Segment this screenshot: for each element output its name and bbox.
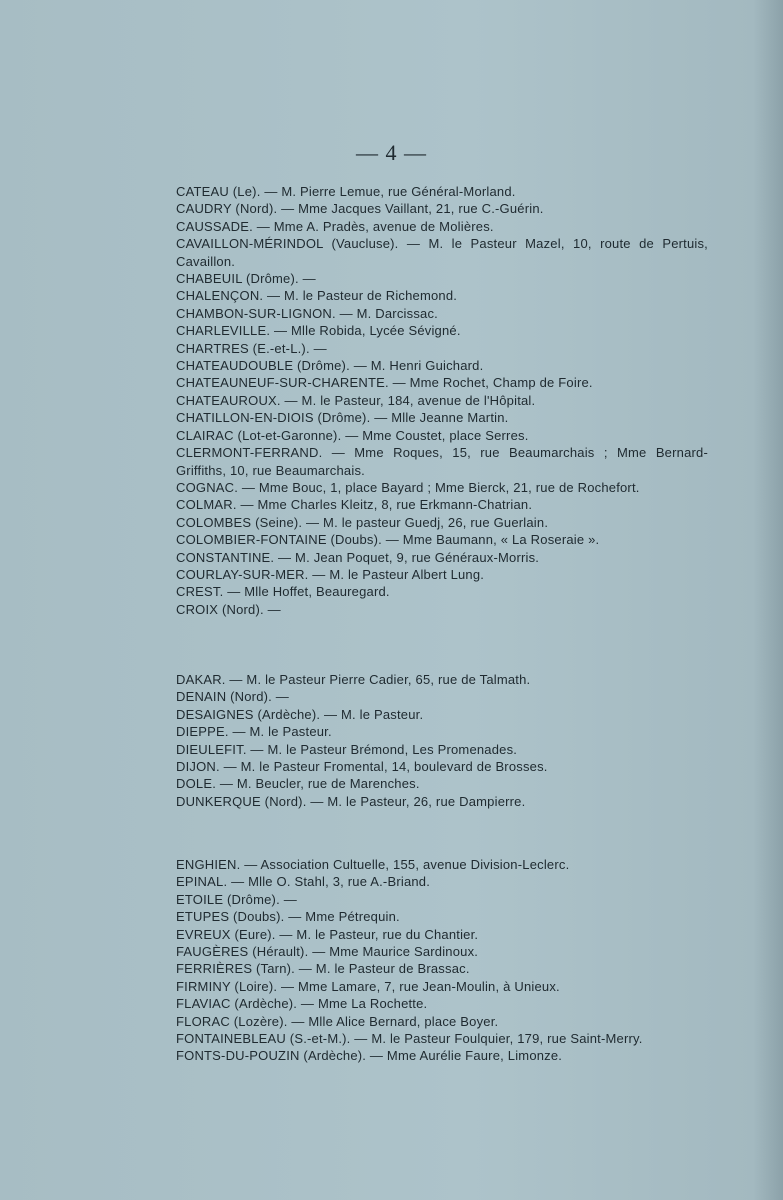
directory-entry: CHATILLON-EN-DIOIS (Drôme). — Mlle Jeanne Martin. bbox=[176, 410, 509, 426]
directory-entry: EPINAL. — Mlle O. Stahl, 3, rue A.-Briand. bbox=[176, 874, 431, 890]
directory-entry: CAUSSADE. — Mme A. Pradès, avenue de Molières. bbox=[176, 218, 494, 234]
page-number: — 4 — bbox=[356, 140, 427, 165]
directory-entry: FERRIÈRES (Tarn). — M. le Pasteur de Brassac. bbox=[176, 961, 470, 977]
directory-entry: DUNKERQUE (Nord). — M. le Pasteur, 26, rue Dampierre. bbox=[176, 793, 526, 809]
directory-entry: CHARTRES (E.-et-L.). — bbox=[176, 340, 327, 356]
directory-entry: COLOMBES (Seine). — M. le pasteur Guedj, 26, rue Guerlain. bbox=[176, 514, 549, 530]
directory-entry: DESAIGNES (Ardèche). — M. le Pasteur. bbox=[176, 706, 424, 722]
directory-entry: FIRMINY (Loire). — Mme Lamare, 7, rue Jean-Moulin, à Unieux. bbox=[176, 978, 560, 994]
directory-section-e-f bbox=[176, 856, 708, 1065]
directory-entry: FLAVIAC (Ardèche). — Mme La Rochette. bbox=[176, 996, 428, 1012]
directory-entry: CLERMONT-FERRAND. — Mme Roques, 15, rue Beaumarchais ; Mme Bernard-Griffiths, 10, rue Beaumarchais. bbox=[176, 445, 708, 478]
directory-entry: CAVAILLON-MÉRINDOL (Vaucluse). — M. le Pasteur Mazel, 10, route de Pertuis, Cavaillon. bbox=[176, 236, 708, 269]
directory-entry: CHALENÇON. — M. le Pasteur de Richemond. bbox=[176, 288, 458, 304]
directory-entry: DOLE. — M. Beucler, rue de Marenches. bbox=[176, 776, 420, 792]
directory-entry: CHATEAUROUX. — M. le Pasteur, 184, avenue de l'Hôpital. bbox=[176, 392, 536, 408]
directory-entry: COLOMBIER-FONTAINE (Doubs). — Mme Baumann, « La Roseraie ». bbox=[176, 532, 600, 548]
directory-entry: CONSTANTINE. — M. Jean Poquet, 9, rue Généraux-Morris. bbox=[176, 549, 540, 565]
directory-entry: CHATEAUDOUBLE (Drôme). — M. Henri Guichard. bbox=[176, 358, 484, 374]
directory-entry: FLORAC (Lozère). — Mlle Alice Bernard, place Boyer. bbox=[176, 1013, 499, 1029]
directory-section-d bbox=[176, 671, 708, 810]
directory-entry: CHABEUIL (Drôme). — bbox=[176, 271, 316, 287]
directory-entry: CREST. — Mlle Hoffet, Beauregard. bbox=[176, 584, 390, 600]
directory-entry: DENAIN (Nord). — bbox=[176, 689, 289, 705]
directory-entry: CHARLEVILLE. — Mlle Robida, Lycée Sévigné. bbox=[176, 323, 461, 339]
directory-entry: COURLAY-SUR-MER. — M. le Pasteur Albert Lung. bbox=[176, 566, 485, 582]
directory-section-c bbox=[176, 183, 708, 618]
directory-entry: CLAIRAC (Lot-et-Garonne). — Mme Coustet, place Serres. bbox=[176, 427, 529, 443]
directory-entry: ETOILE (Drôme). — bbox=[176, 891, 297, 907]
page-edge-shadow bbox=[753, 0, 783, 1200]
directory-entry: CATEAU (Le). — M. Pierre Lemue, rue Général-Morland. bbox=[176, 184, 516, 199]
directory-entry: DAKAR. — M. le Pasteur Pierre Cadier, 65, rue de Talmath. bbox=[176, 672, 531, 687]
directory-entry: COGNAC. — Mme Bouc, 1, place Bayard ; Mme Bierck, 21, rue de Rochefort. bbox=[176, 479, 640, 495]
directory-entry: DIEPPE. — M. le Pasteur. bbox=[176, 724, 332, 740]
directory-entry: FONTAINEBLEAU (S.-et-M.). — M. le Pasteur Foulquier, 179, rue Saint-Merry. bbox=[176, 1031, 643, 1047]
directory-entry: ENGHIEN. — Association Cultuelle, 155, avenue Division-Leclerc. bbox=[176, 857, 570, 872]
directory-entry: EVREUX (Eure). — M. le Pasteur, rue du Chantier. bbox=[176, 926, 479, 942]
directory-entry: CHAMBON-SUR-LIGNON. — M. Darcissac. bbox=[176, 305, 438, 321]
directory-entry: DIEULEFIT. — M. le Pasteur Brémond, Les Promenades. bbox=[176, 741, 518, 757]
directory-entry: CROIX (Nord). — bbox=[176, 601, 281, 617]
directory-entry: CHATEAUNEUF-SUR-CHARENTE. — Mme Rochet, Champ de Foire. bbox=[176, 375, 593, 391]
directory-entry: ETUPES (Doubs). — Mme Pétrequin. bbox=[176, 909, 400, 925]
directory-entry: CAUDRY (Nord). — Mme Jacques Vaillant, 21, rue C.-Guérin. bbox=[176, 201, 544, 217]
directory-entry: FONTS-DU-POUZIN (Ardèche). — Mme Aurélie Faure, Limonze. bbox=[176, 1048, 563, 1064]
directory-entry: FAUGÈRES (Hérault). — Mme Maurice Sardinoux. bbox=[176, 944, 479, 960]
directory-entry: COLMAR. — Mme Charles Kleitz, 8, rue Erkmann-Chatrian. bbox=[176, 497, 533, 513]
directory-entry: DIJON. — M. le Pasteur Fromental, 14, boulevard de Brosses. bbox=[176, 759, 548, 775]
